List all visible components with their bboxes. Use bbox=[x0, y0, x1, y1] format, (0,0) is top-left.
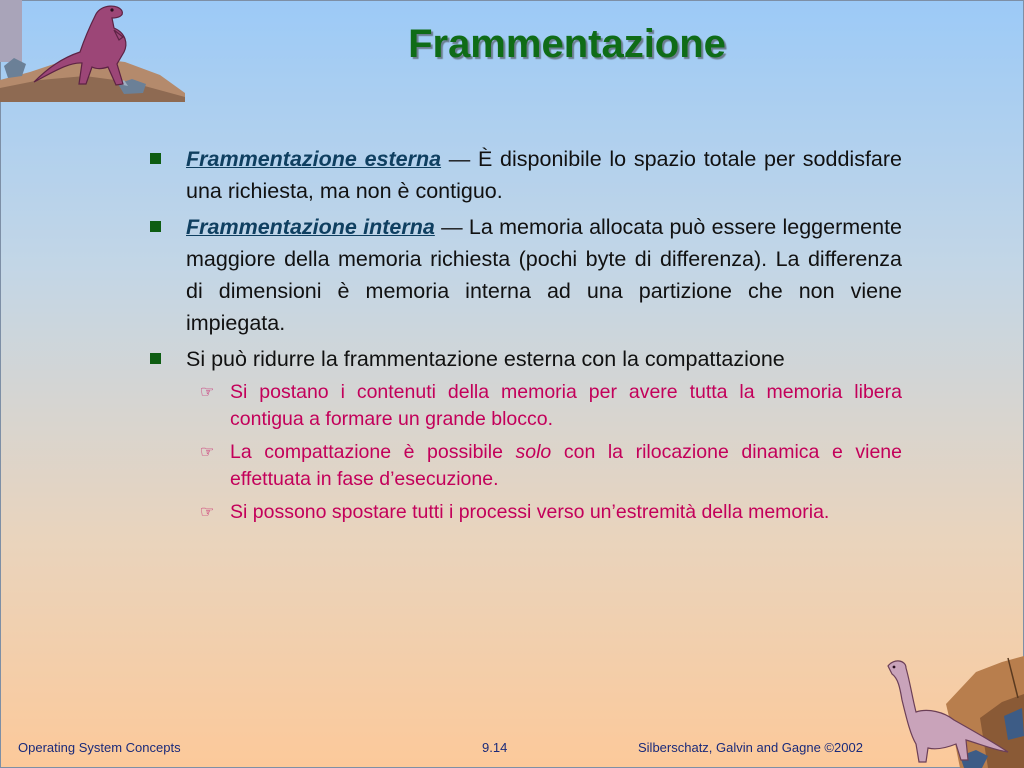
bullet-term: Frammentazione esterna bbox=[186, 147, 442, 171]
footer-course-title: Operating System Concepts bbox=[18, 740, 181, 755]
bullet-text: — È disponibile lo spazio totale per soddisfare una richiesta, ma non è contiguo. bbox=[186, 147, 902, 203]
subbullet-text: Si postano i contenuti della memoria per avere tutta la memoria libera contigua a formare un grande blocco. bbox=[230, 381, 902, 430]
subbullet-move-contents bbox=[200, 379, 902, 433]
square-bullet-icon bbox=[150, 353, 161, 364]
footer-page-number: 9.14 bbox=[482, 740, 508, 755]
bullet-text: — La memoria allocata può essere leggermente maggiore della memoria richiesta (pochi byte di differenza). La differenza di dimensioni è memoria interna ad una partizione che non viene impiegata. bbox=[186, 215, 902, 335]
bullet-compaction bbox=[150, 343, 902, 375]
pointing-hand-icon: ☞ bbox=[200, 444, 215, 461]
slide-content bbox=[150, 143, 902, 532]
bullet-term: Frammentazione interna bbox=[186, 215, 435, 239]
footer-copyright: Silberschatz, Galvin and Gagne ©2002 bbox=[638, 740, 863, 755]
bullet-internal-fragmentation bbox=[150, 211, 902, 339]
subbullet-dynamic-relocation bbox=[200, 439, 902, 493]
subbullet-text: Si possono spostare tutti i processi verso un’estremità della memoria. bbox=[230, 501, 830, 523]
subbullet-text-after: con la rilocazione dinamica e viene effettuata in fase d’esecuzione. bbox=[230, 441, 902, 490]
bullet-external-fragmentation bbox=[150, 143, 902, 207]
subbullet-text-before: La compattazione è possibile bbox=[230, 441, 516, 463]
square-bullet-icon bbox=[150, 153, 161, 164]
pointing-hand-icon: ☞ bbox=[200, 384, 215, 401]
subbullet-move-processes bbox=[200, 499, 902, 526]
slide-title: Frammentazione bbox=[408, 22, 726, 66]
square-bullet-icon bbox=[150, 221, 161, 232]
bullet-text: Si può ridurre la frammentazione esterna con la compattazione bbox=[186, 347, 785, 371]
subbullet-emphasis: solo bbox=[515, 441, 552, 463]
dinosaur-illustration-bottom-right bbox=[884, 656, 1024, 768]
pointing-hand-icon: ☞ bbox=[200, 504, 215, 521]
